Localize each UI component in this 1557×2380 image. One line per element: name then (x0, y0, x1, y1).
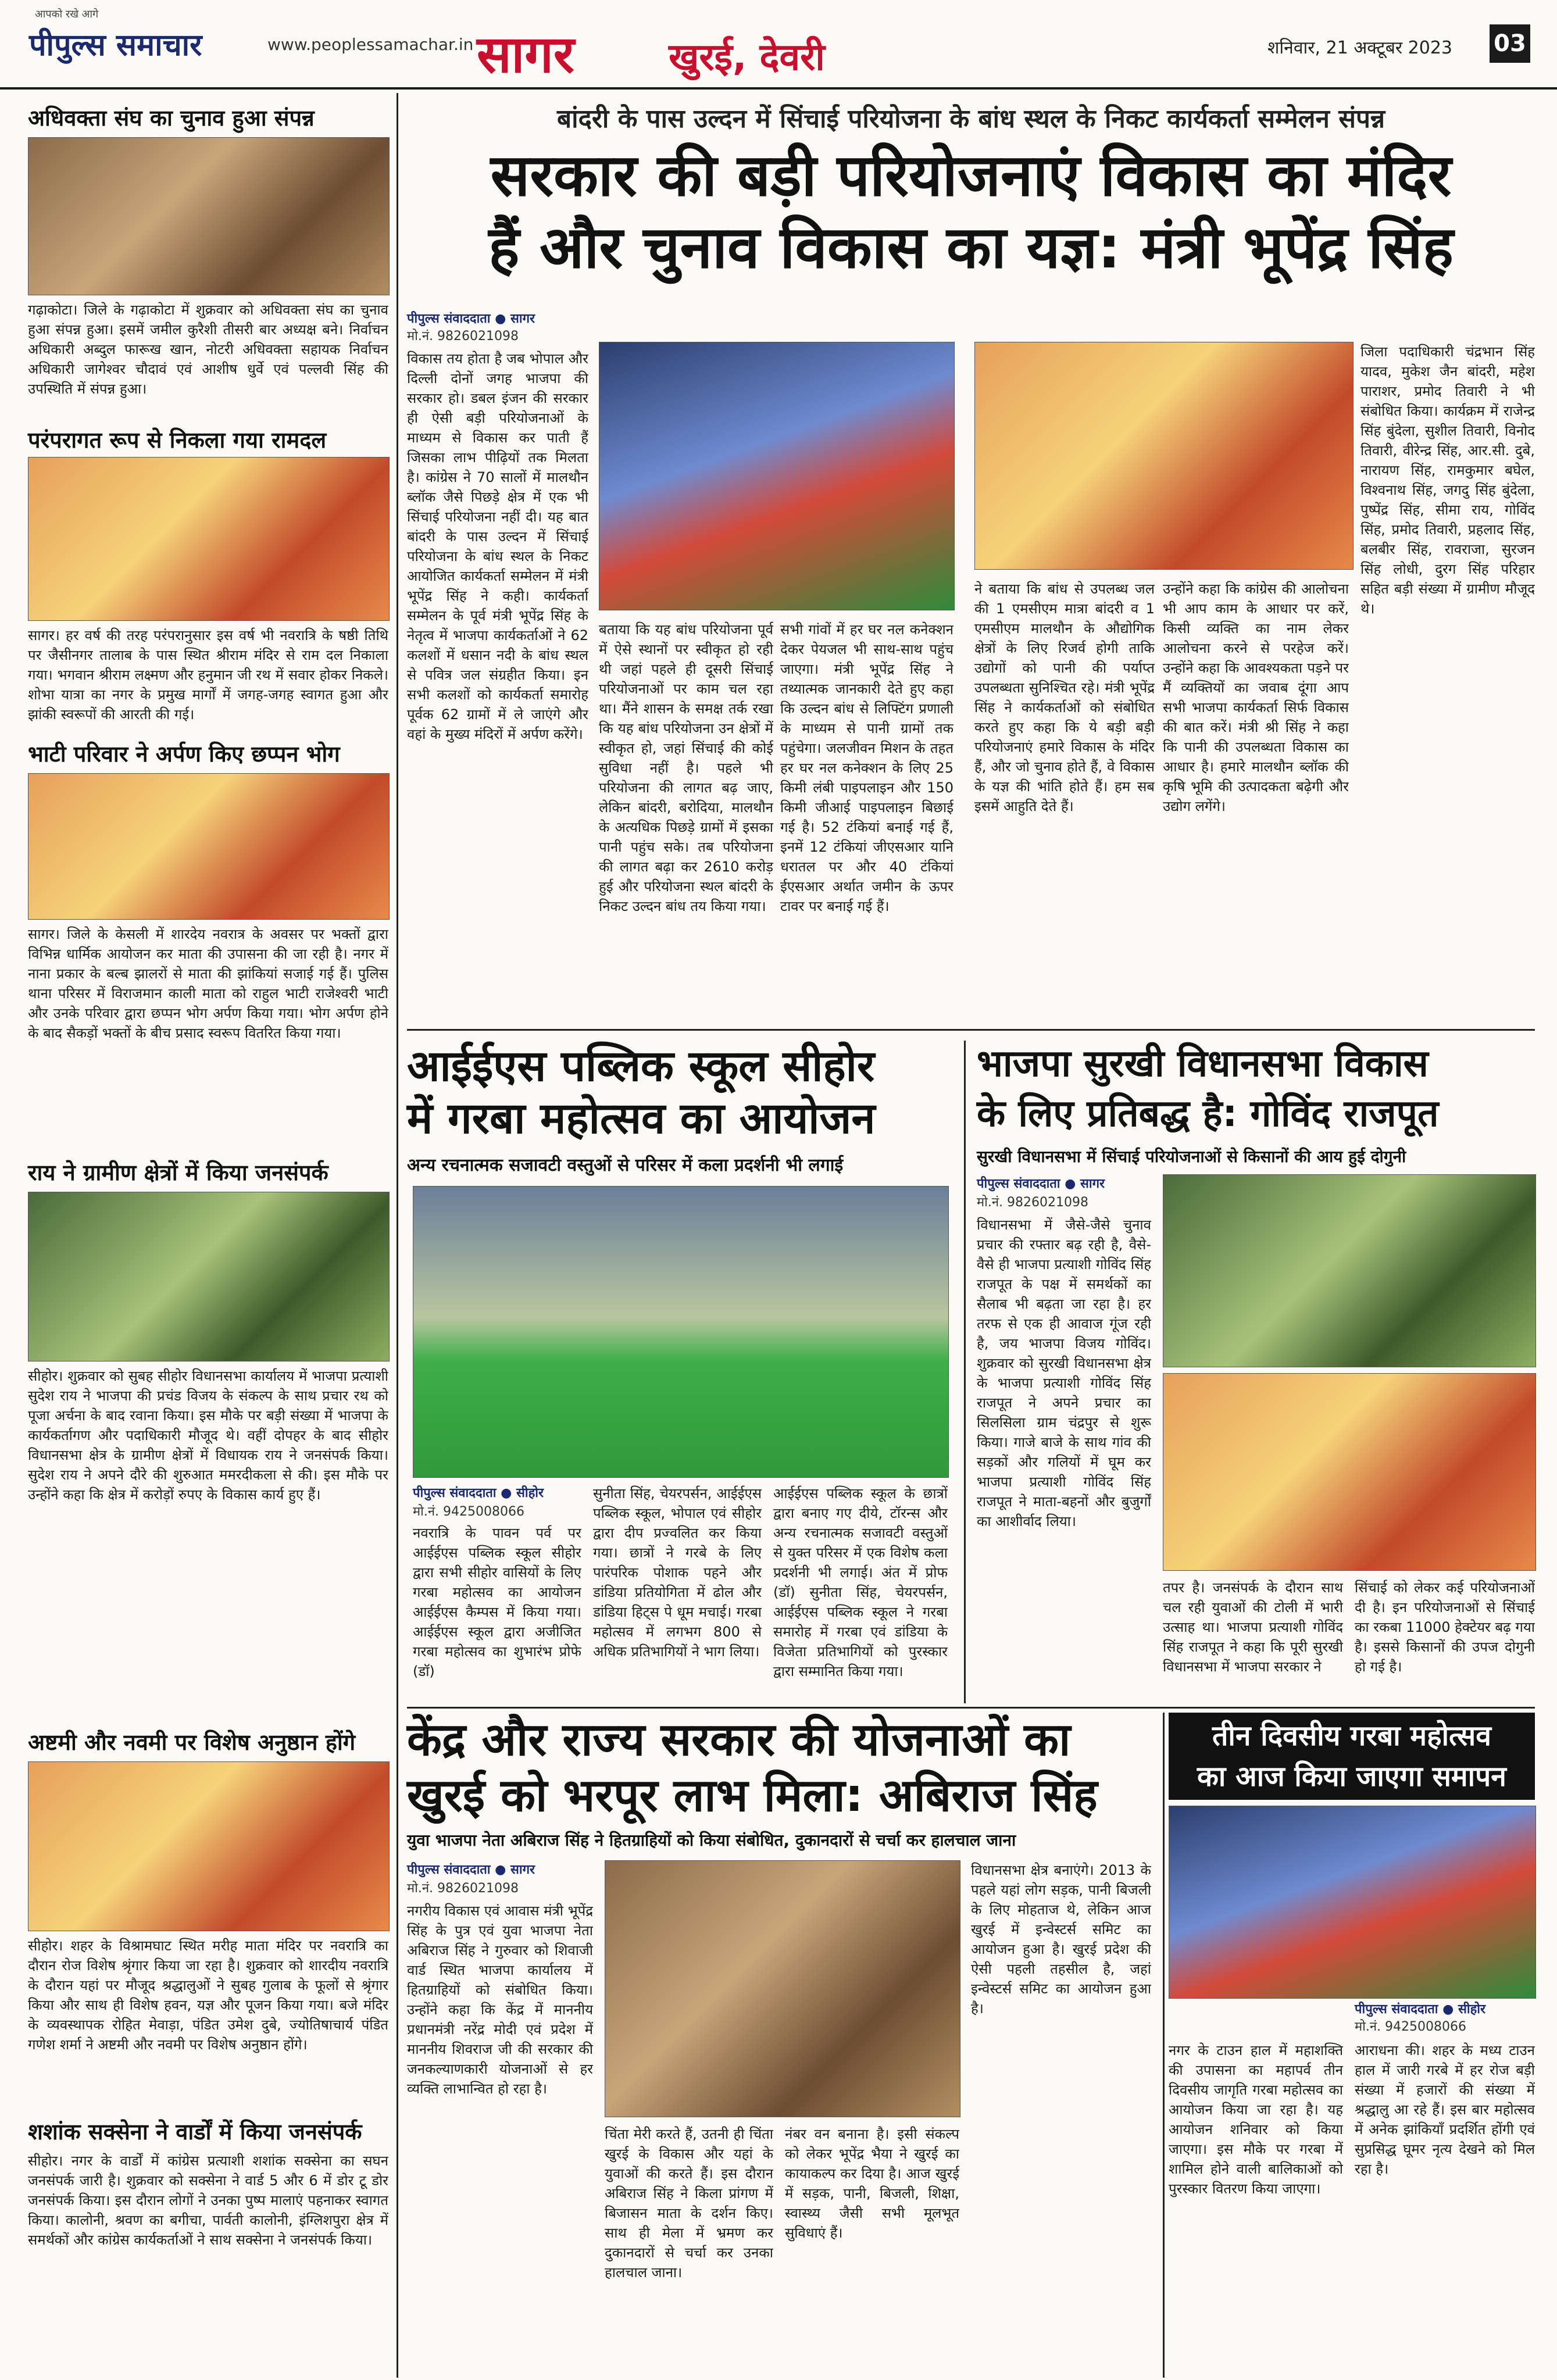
left-story-5-title: अष्टमी और नवमी पर विशेष अनुष्ठान होंगे (28, 1729, 356, 1755)
garba-end-byline: पीपुल्स संवाददाता ● सीहोर (1355, 2002, 1485, 2017)
column-divider-3 (1163, 1713, 1165, 2378)
surkhi-subhead: सुरखी विधानसभा में सिंचाई परियोजनाओं से किसानों की आय हुई दोगुनी (977, 1147, 1406, 1166)
column-divider (397, 93, 398, 2378)
garba-headline-2: में गरबा महोत्सव का आयोजन (407, 1093, 876, 1143)
garba-col-3: आईईएस पब्लिक स्कूल के छात्रों द्वारा बनाए गए दीये, टॉरन्स और अन्य रचनात्मक सजावटी वस्तुओं से युक्त परिसर में एक विशेष कला प्रदर्शनी भी लगाई। अंत में प्रोफ (डॉ) सुनीता सिंह, चेयरपर्सन, आईईएस पब्लिक स्कूल ने गरबा समारोह में गरबा एवं डांडिया के विजेता प्रतिभागियों को पुरस्कार द्वारा सम्मानित किया गया। (773, 1485, 948, 1679)
surkhi-headline-1: भाजपा सुरखी विधानसभा विकास (977, 1042, 1429, 1085)
site-url[interactable]: www.peoplessamachar.in (267, 35, 474, 54)
surkhi-mobile: मो.नं. 9826021098 (977, 1195, 1089, 1210)
dateline: शनिवार, 21 अक्टूबर 2023 (1267, 38, 1452, 58)
garba-end-col-2: आराधना की। शहर के मध्य टाउन हाल में जारी गरबे में हर रोज बड़ी संख्या में हजारों की संख्या में श्रद्धालु आ रहे हैं। इस बार महोत्सव में अनेक झांकियाँ प्रदर्शित होंगी एवं सुप्रसिद्ध घूमर नृत्य देखने को मिल रहा है। (1355, 2042, 1535, 2177)
ashtami-photo (28, 1761, 390, 1931)
garba-end-headline-2: का आज किया जाएगा समापन (1197, 1760, 1506, 1793)
left-story-1-text: गढ़ाकोटा। जिले के गढ़ाकोटा में शुक्रवार को अधिवक्ता संघ का चुनाव हुआ संपन्न हुआ। इसमें जमील कुरैशी तीसरी बार अध्यक्ष बने। निर्वाचन अधिकारी अब्दुल फारूख खान, नोटरी अधिवक्ता सहायक निर्वाचन अधिकारी जागेश्वर चौदावं एवं आशीष धुर्वे एवं पल्लवी सिंह की उपस्थिति में संपन्न हुआ। (28, 302, 388, 397)
section-divider-2 (407, 1707, 1535, 1709)
garba-dance-photo (413, 1186, 949, 1478)
lead-kicker: बांदरी के पास उल्दन में सिंचाई परियोजना के बांध स्थल के निकट कार्यकर्ता सम्मेलन संपन्न (556, 104, 1385, 134)
garba-end-headline-1: तीन दिवसीय गरबा महोत्सव (1212, 1720, 1491, 1752)
surkhi-col-2: तपर है। जनसंपर्क के दौरान साथ चल रही युवाओं की टोली में भारी उत्साह था। भाजपा प्रत्याशी गोविंद सिंह राजपूत ने कहा कि पूरी सुरखी विधानसभा में भाजपा सरकार ने (1163, 1579, 1343, 1675)
left-story-4-text: सीहोर। शुक्रवार को सुबह सीहोर विधानसभा कार्यालय में भाजपा प्रत्याशी सुदेश राय ने भाजपा की प्रचंड विजय के संकल्प के साथ प्रचार रथ को पूजा अर्चना के बाद रवाना किया। इस मौके पर बड़ी संख्या में भाजपा के कार्यकर्तागण और पदाधिकारी मौजूद थे। वहीं दोपहर के बाद सीहोर विधानसभा क्षेत्र के ग्रामीण क्षेत्रों में विधायक राय ने जनसंपर्क किया। सुदेश राय ने अपने दौरे की शुरुआत ममरदीकला से की। इस मौके पर उन्होंने कहा कि क्षेत्र में करोड़ों रुपए के विकास कार्य हुए हैं। (28, 1368, 388, 1503)
column-divider-2 (964, 1041, 966, 1703)
page-number: 03 (1490, 24, 1530, 63)
section-divider (407, 1029, 1535, 1031)
left-story-4-title: राय ने ग्रामीण क्षेत्रों में किया जनसंपर्क (28, 1160, 328, 1185)
lead-col-4: ने बताया कि बांध से उपलब्ध जल की 1 एमसीएम मात्रा बांदरी व 1 एमसीएम मालथौन के औद्योगिक क्षेत्रों के लिए रिजर्व होगी ताकि उद्योगों को पानी की पर्याप्त उपलब्धता सुनिश्चित रहे। मंत्री भूपेंद्र सिंह ने कार्यकर्ताओं को संबोधित करते हुए कहा कि ये बड़ी बड़ी परियोजनाएं हमारे विकास के मंदिर हैं, और जो चुनाव होते हैं, वे विकास के यज्ञ की भांति होते हैं। हम सब इसमें आहुति देते हैं। (974, 581, 1155, 814)
brand-tagline: आपको रखे आगे (35, 8, 99, 20)
lead-headline-1: सरकार की बड़ी परियोजनाएं विकास का मंदिर (490, 141, 1452, 209)
garba-subhead: अन्य रचनात्मक सजावटी वस्तुओं से परिसर में कला प्रदर्शनी भी लगाई (407, 1155, 844, 1175)
lead-mobile: मो.नं. 9826021098 (407, 329, 519, 344)
garba-byline: पीपुल्स संवाददाता ● सीहोर (413, 1486, 544, 1500)
brand-logo: पीपुल्स समाचार (29, 28, 202, 63)
ramdal-photo (28, 457, 390, 621)
surkhi-rally-photo (1163, 1174, 1536, 1367)
garba-col-1: नवरात्रि के पावन पर्व पर आईईएस पब्लिक स्कूल सीहोर द्वारा सभी सीहोर वासियों के लिए गरबा महोत्सव का आयोजन आईईएस कैम्पस में किया गया। आईईएस स्कूल द्वारा अजीजित गरबा महोत्सव का शुभारंभ प्रोफे (डॉ) (413, 1525, 581, 1679)
left-story-3-title: भाटी परिवार ने अर्पण किए छप्पन भोग (28, 741, 340, 767)
abhiraj-subhead: युवा भाजपा नेता अबिराज सिंह ने हितग्राहियों को किया संबोधित, दुकानदारों से चर्चा कर हालचाल जाना (407, 1831, 1016, 1850)
dam-site-photo (599, 342, 955, 610)
abhiraj-col-4: विधानसभा क्षेत्र बनाएंगे। 2013 के पहले यहां लोग सड़क, पानी बिजली के लिए मोहताज थे, लेकिन आज खुरई में इन्वेस्टर्स समिट का आयोजन हुआ है। खुरई प्रदेश की ऐसी पहली तहसील है, जहां इन्वेस्टर्स समिट का आयोजन हुआ है। (971, 1862, 1151, 2017)
surkhi-col-1: विधानसभा में जैसे-जैसे चुनाव प्रचार की रफ्तार बढ़ रही है, वैसे-वैसे ही भाजपा प्रत्याशी गोविंद सिंह राजपूत के पक्ष में समर्थकों का सैलाब भी बढ़ता जा रहा है। हर तरफ से एक ही आवाज गूंज रही है, जय भाजपा विजय गोविंद। शुक्रवार को सुरखी विधानसभा क्षेत्र के भाजपा प्रत्याशी गोविंद सिंह राजपूत ने अपने प्रचार का सिलसिला ग्राम चंद्रपुर से शुरू किया। गाजे बाजे के साथ गांव की सड़कों और गलियों में घूम कर भाजपा प्रत्याशी गोविंद सिंह राजपूत ने माता-बहनों और बुजुर्गों का आशीर्वाद लिया। (977, 1217, 1151, 1530)
left-story-1-title: अधिवक्ता संघ का चुनाव हुआ संपन्न (28, 105, 315, 131)
city-subtitle: खुरई, देवरी (669, 36, 825, 79)
kalash-ceremony-photo (974, 342, 1354, 570)
surkhi-col-3: सिंचाई को लेकर कई परियोजनाओं दी है। इन परियोजनाओं से सिंचाई का रकबा 11000 हेक्टेयर बढ़ गया है। इससे किसानों की उपज दोगुनी हो गई है। (1355, 1579, 1535, 1675)
garba-col-2: सुनीता सिंह, चेयरपर्सन, आईईएस पब्लिक स्कूल, भोपाल एवं सीहोर द्वारा दीप प्रज्वलित कर किया गया। छात्रों ने गरबे के लिए पारंपरिक पोशाक पहने और डांडिया प्रतियोगिता में ढोल और डांडिया हिट्स पे धूम मचाई। गरबा महोत्सव में लगभग 800 से अधिक प्रतिभागियों ने भाग लिया। (593, 1485, 762, 1660)
abhiraj-col-3: नंबर वन बनाना है। इसी संकल्प को लेकर भूपेंद्र भैया ने खुरई का कायाकल्प कर दिया है। आज खुरई में सड़क, पानी, बिजली, शिक्षा, स्वास्थ्य जैसी सभी मूलभूत सुविधाएं हैं। (785, 2126, 959, 2241)
garba-mobile: मो.नं. 9425008066 (413, 1505, 525, 1519)
abhiraj-mobile: मो.नं. 9826021098 (407, 1881, 519, 1896)
abhiraj-col-2: चिंता मेरी करते हैं, उतनी ही चिंता खुरई के विकास और यहां के युवाओं की करते हैं। इस दौरान अबिराज सिंह ने किला प्रांगण में बिजासन माता के दर्शन किए। साथ ही मेला में भ्रमण कर दुकानदारों से चर्चा कर उनका हालचाल जाना। (605, 2126, 773, 2281)
jansampark-photo (28, 1192, 390, 1361)
surkhi-headline-2: के लिए प्रतिबद्ध है: गोविंद राजपूत (977, 1092, 1439, 1135)
surkhi-byline: पीपुल्स संवाददाता ● सागर (977, 1177, 1105, 1191)
garba-end-mobile: मो.नं. 9425008066 (1355, 2020, 1467, 2034)
city-title: सागर (477, 24, 574, 84)
left-story-3-text: सागर। जिले के केसली में शारदेय नवरात्र के अवसर पर भक्तों द्वारा विभिन्न धार्मिक आयोजन कर माता की उपासना की जा रही है। नगर में नाना प्रकार के बल्ब झालरों से माता की झांकियां सजाई गई हैं। पुलिस थाना परिसर में विराजमान काली माता को राहुल भाटी राजेश्वरी भाटी और उनके परिवार द्वारा छप्पन भोग अर्पण किया गया। भोग अर्पण होने के बाद सैकड़ों भक्तों के बीच प्रसाद स्वरूप वितरित किया गया। (28, 926, 388, 1041)
abhiraj-headline-1: केंद्र और राज्य सरकार की योजनाओं का (407, 1714, 1071, 1766)
abhiraj-meeting-photo (605, 1860, 960, 2117)
left-story-6-title: शशांक सक्सेना ने वार्डों में किया जनसंपर्क (28, 2119, 362, 2145)
abhiraj-col-1: नगरीय विकास एवं आवास मंत्री भूपेंद्र सिंह के पुत्र एवं युवा भाजपा नेता अबिराज सिंह ने गुरुवार को शिवाजी वार्ड स्थित भाजपा कार्यालय में हितग्राहियों को संबोधित किया। उन्होंने कहा कि केंद्र में माननीय प्रधानमंत्री नरेंद्र मोदी एवं प्रदेश में माननीय शिवराज जी की सरकार की जनकल्याणकारी योजनाओं से हर व्यक्ति लाभान्वित हो रहा है। (407, 1903, 593, 2097)
lead-col-2: बताया कि यह बांध परियोजना पूर्व में ऐसे स्थानों पर स्वीकृत हो रही थी जहां पहले ही दूसरी सिंचाई परियोजनाओं पर काम चल रहा था। मैंने शासन के समक्ष तर्क रखा कि यह बांध परियोजना उन क्षेत्रों में स्वीकृत हो, जहां सिंचाई की कोई सुविधा नहीं है। पहले भी परियोजना की लागत बढ़ जाए, लेकिन बांदरी, बरोदिया, मालथौन के अत्यधिक पिछड़े ग्रामों में इसका पानी पहुंच सके। तब परियोजना की लागत बढ़ा कर 2610 करोड़ हुई और परियोजना स्थल बांदरी के निकट उल्दन बांध तय किया गया। (599, 621, 773, 914)
lead-col-5: उन्होंने कहा कि कांग्रेस की आलोचना भी आप काम के आधार पर करें, किसी व्यक्ति का नाम लेकर आलोचना करने से परहेज करें। उन्होंने कहा कि आवश्यकता पड़ने पर मैं व्यक्तियों का जवाब दूंगा आप सभी भाजपा कार्यकर्ता सिर्फ विकास की बात करें। मंत्री श्री सिंह ने कहा कि पानी की उपलब्धता विकास का आधार है। हमारे मालथौन ब्लॉक की कृषि भूमि की उत्पादकता बढ़ेगी और उद्योग लगेंगे। (1163, 581, 1349, 814)
garba-headline-1: आईईएस पब्लिक स्कूल सीहोर (407, 1041, 875, 1091)
lead-col-3: सभी गांवों में हर घर नल कनेक्शन देकर पेयजल भी साथ-साथ पहुंच जाएगा। मंत्री भूपेंद्र सिंह ने तथ्यात्मक जानकारी देते हुए कहा कि उल्दन बांध से लिफ्टिंग प्रणाली के माध्यम से पानी ग्रामों तक पहुंचेगा। जलजीवन मिशन के तहत हर घर नल कनेक्शन के लिए 25 किमी लंबी पाइपलाइन और 150 किमी जीआई पाइपलाइन बिछाई गई है। 52 टंकियां बनाई गई हैं, इनमें 12 टंकियां जीएसआर यानि धरातल पर और 40 टंकियां ईएसआर अर्थात जमीन के ऊपर टावर पर बनाई गई हैं। (780, 621, 954, 914)
left-story-5-text: सीहोर। शहर के विश्रामघाट स्थित मरीह माता मंदिर पर नवरात्रि का दौरान रोज विशेष श्रृंगार किया जा रहा है। शुक्रवार को शारदीय नवरात्रि के दौरान यहां पर मौजूद श्रद्धालुओं ने सुबह गुलाब के फूलों से श्रृंगार किया और साथ ही विशेष हवन, यज्ञ और पूजन किया गया। बजे मंदिर के व्यवस्थापक रोहित मेवाड़ा, पंडित उमेश दुबे, ज्योतिषाचार्य पंडित गणेश शर्मा ने अष्टमी और नवमी पर विशेष अनुष्ठान होंगे। (28, 1938, 388, 2053)
surkhi-stage-photo (1163, 1373, 1536, 1571)
lead-col-6: जिला पदाधिकारी चंद्रभान सिंह यादव, मुकेश जैन बांदरी, महेश पाराशर, प्रमोद तिवारी ने भी संबोधित किया। कार्यक्रम में राजेन्द्र सिंह बुंदेला, सुशील तिवारी, विनोद तिवारी, वीरेन्द्र सिंह, आर.सी. दुबे, नारायण सिंह, रामकुमार बघेल, विश्वनाथ सिंह, जगदु सिंह बुंदेला, पुष्पेंद्र सिंह, सीमा राय, गोविंद सिंह, प्रमोद तिवारी, प्रहलाद सिंह, बलबीर सिंह, रावराजा, सुरजन सिंह लोधी, दुरग सिंह परिहार सहित बड़ी संख्या में ग्रामीण मौजूद थे। (1360, 344, 1535, 617)
lead-col-1: विकास तय होता है जब भोपाल और दिल्ली दोनों जगह भाजपा की सरकार हो। डबल इंजन की सरकार ही ऐसी बड़ी परियोजनाओं के माध्यम से विकास कर पाती हैं जिसका लाभ पीढ़ियों तक मिलता है। कांग्रेस ने 70 सालों में मालथौन ब्लॉक जैसे पिछड़े क्षेत्र में एक भी सिंचाई परियोजना नहीं दी। यह बात बांदरी के पास उल्दन में सिंचाई परियोजना के बांध स्थल के निकट आयोजित कार्यकर्ता सम्मेलन में मंत्री भूपेंद्र सिंह ने कही। कार्यकर्ता सम्मेलन के पूर्व मंत्री भूपेंद्र सिंह के नेतृत्व में भाजपा कार्यकर्ताओं ने 62 कलशों में धसान नदी के बांध स्थल से पवित्र जल संग्रहीत किया। इन सभी कलशों को कार्यकर्ता समारोह पूर्वक 62 ग्रामों में ले जाएंगे और वहां के मुख्य मंदिरों में अर्पण करेंगे। (407, 351, 588, 742)
garba-night-photo (1169, 1806, 1536, 1999)
lead-headline-2: हैं और चुनाव विकास का यज्ञ: मंत्री भूपेंद्र सिंह (488, 213, 1454, 281)
left-story-6-text: सीहोर। नगर के वार्डों में कांग्रेस प्रत्याशी शशांक सक्सेना का सघन जनसंपर्क जारी है। शुक्रवार को सक्सेना ने वार्ड 5 और 6 में डोर टू डोर जनसंपर्क किया। इस दौरान लोगों ने उनका पुष्प मालाएं पहनाकर स्वागत किया। कालोनी, श्रवण का बगीचा, पार्वती कालोनी, इंग्लिशपुरा क्षेत्र में समर्थकों और कांग्रेस कार्यकर्ताओं ने साथ सक्सेना ने जनसंपर्क किया। (28, 2153, 388, 2248)
abhiraj-headline-2: खुरई को भरपूर लाभ मिला: अबिराज सिंह (407, 1770, 1098, 1822)
advocates-photo (28, 137, 390, 295)
abhiraj-byline: पीपुल्स संवाददाता ● सागर (407, 1863, 535, 1877)
lead-byline: पीपुल्स संवाददाता ● सागर (407, 312, 535, 326)
left-story-2-text: सागर। हर वर्ष की तरह परंपरानुसार इस वर्ष भी नवरात्रि के षष्ठी तिथि पर जैसीनगर तालाब के पास स्थित श्रीराम मंदिर से राम दल निकाला गया। भगवान श्रीराम लक्ष्मण और हनुमान जी रथ में सवार होकर निकले। शोभा यात्रा का नगर के प्रमुख मार्गों में जगह-जगह स्वागत हुआ और झांकी स्वरूपों की आरती की गई। (28, 627, 388, 723)
left-story-2-title: परंपरागत रूप से निकला गया रामदल (28, 427, 327, 453)
garba-end-col-1: नगर के टाउन हाल में महाशक्ति की उपासना का महापर्व तीन दिवसीय जागृति गरबा महोत्सव का आयोजन किया जा रहा है। यह आयोजन शनिवार को किया जाएगा। इस मौके पर गरबा में शामिल होने वाली बालिकाओं को पुरस्कार वितरण किया जाएगा। (1169, 2042, 1343, 2197)
chappan-bhog-photo (28, 773, 390, 920)
